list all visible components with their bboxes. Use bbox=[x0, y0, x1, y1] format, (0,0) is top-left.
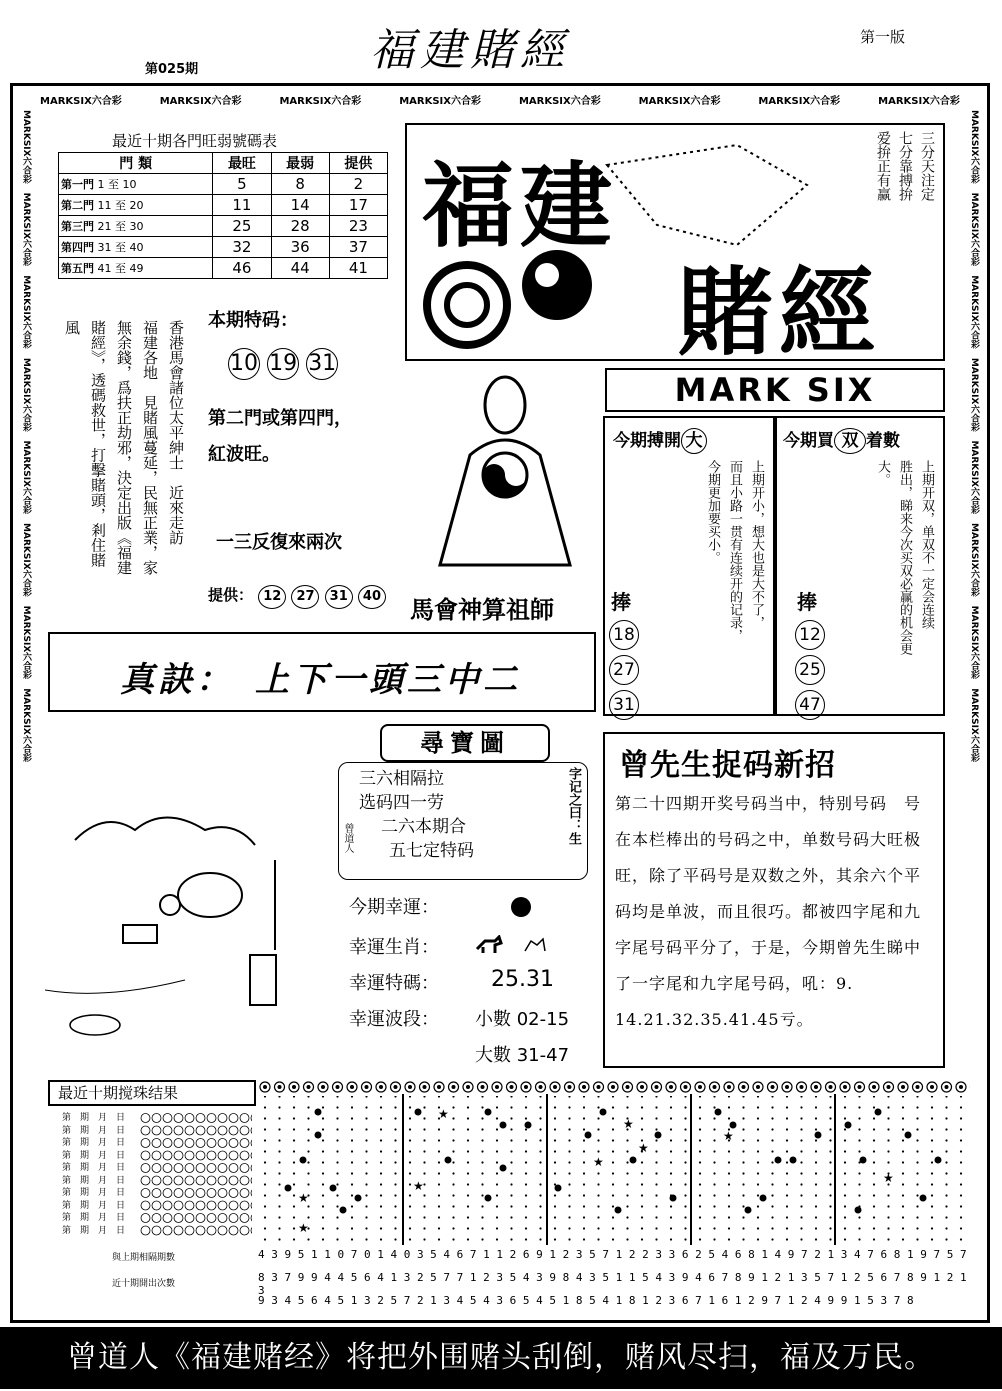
even-badge: 双 bbox=[834, 428, 866, 454]
page-title: 福建賭經 bbox=[370, 25, 570, 76]
pick-number: 18 bbox=[609, 620, 639, 650]
marksix-tag: MARKSIX六合彩 bbox=[969, 605, 979, 680]
treasure-line: 二六本期合 bbox=[381, 817, 466, 837]
table-row bbox=[59, 195, 388, 216]
provide-number: 27 bbox=[291, 585, 319, 609]
result-row: 第 期 月 日 bbox=[62, 1163, 126, 1173]
even-text-line: 胜出，睇来今次买双必赢的机会更 bbox=[897, 460, 912, 655]
marksix-tag: MARKSIX六合彩 bbox=[518, 96, 601, 107]
motto-line: 爱拚正有赢 bbox=[875, 131, 891, 201]
result-row: 第 期 月 日 bbox=[62, 1225, 126, 1236]
big-picks bbox=[609, 620, 639, 725]
provide-number: 31 bbox=[325, 585, 353, 609]
pick-number: 25 bbox=[795, 655, 825, 685]
marksix-tag: MARKSIX六合彩 bbox=[969, 440, 979, 515]
intro-column: 無余錢，爲扶正劫邪，決定出版《福建 bbox=[115, 320, 133, 575]
special-line4: 一三反復來兩次 bbox=[216, 532, 342, 553]
treasure-title: 尋寶圖 bbox=[380, 724, 550, 762]
banner-motto bbox=[873, 131, 937, 201]
stats-table-title: 最近十期各門旺弱號碼表 bbox=[112, 132, 278, 150]
marksix-tag: MARKSIX六合彩 bbox=[21, 275, 31, 349]
special-number: 31 bbox=[306, 348, 338, 380]
pick-number: 47 bbox=[795, 690, 825, 720]
marksix-tag: MARKSIX六合彩 bbox=[399, 96, 481, 107]
table-cell: 28 bbox=[271, 216, 329, 237]
marksix-tag: MARKSIX六合彩 bbox=[21, 605, 31, 680]
treasure-seal: 曾道人 bbox=[342, 823, 353, 853]
lucky-wave-small: 小數 02-15 bbox=[475, 1009, 570, 1030]
motto-box bbox=[48, 632, 596, 712]
special-number: 10 bbox=[228, 348, 260, 380]
lucky-ball-icon bbox=[511, 897, 531, 917]
special-line3: 紅波旺。 bbox=[208, 444, 280, 465]
intro-column: 福建各地 見賭風蔓延，民無正業，家 bbox=[141, 320, 159, 575]
special-number: 19 bbox=[267, 348, 299, 380]
intro-text bbox=[60, 320, 188, 600]
treasure-lines bbox=[359, 767, 474, 863]
grid-row-1: 4 3 9 5 1 1 0 7 0 1 4 0 3 5 4 6 7 1 1 2 6 9 1 2 3 5 7 1 2 2 3 3 6 2 5 4 6 8 1 4 9 7 2 1 3 4 7 6 8 1 9 7 5 7 bbox=[258, 1248, 967, 1261]
banner-title-2: 賭經 bbox=[677, 256, 881, 369]
pick-number: 27 bbox=[609, 655, 639, 685]
column-header: 最弱 bbox=[271, 153, 329, 174]
table-row bbox=[59, 174, 388, 195]
table-cell: 2 bbox=[329, 174, 387, 195]
stats-table bbox=[58, 152, 388, 279]
marksix-tag: MARKSIX六合彩 bbox=[21, 440, 31, 515]
marksix-tag: MARKSIX六合彩 bbox=[21, 357, 31, 432]
marksix-tag: MARKSIX六合彩 bbox=[21, 688, 31, 762]
group-cell: 第一門 1 至 10 bbox=[59, 174, 213, 195]
big-pick-label: 捧 bbox=[611, 590, 631, 614]
sage-illustration bbox=[410, 365, 600, 585]
treasure-scroll bbox=[338, 762, 588, 880]
table-row bbox=[59, 258, 388, 279]
even-title-text: 今期買 bbox=[783, 431, 834, 451]
marksix-tag: MARKSIX六合彩 bbox=[159, 96, 242, 107]
result-row: 第 期 月 日 bbox=[62, 1188, 126, 1198]
big-title bbox=[613, 426, 707, 454]
big-text-line: 今期更加要买小。 bbox=[705, 460, 720, 564]
horse-icon bbox=[475, 935, 555, 957]
big-box bbox=[603, 416, 775, 716]
result-row: 第 期 月 日 bbox=[62, 1125, 126, 1136]
table-cell: 14 bbox=[271, 195, 329, 216]
table-cell: 46 bbox=[213, 258, 271, 279]
banner-box bbox=[405, 123, 945, 369]
marksix-strip-top bbox=[40, 92, 960, 107]
even-suffix: 着數 bbox=[866, 431, 900, 451]
banner-title-1: 福建 bbox=[422, 152, 619, 260]
result-row: 第 期 月 日 bbox=[62, 1200, 126, 1211]
grid-row-3: 9 3 4 5 6 4 5 1 3 2 5 7 2 1 3 4 5 4 3 6 5 4 5 1 8 5 4 1 8 1 2 3 6 7 1 6 1 2 9 7 1 2 4 9 9 1 5 3 7 8 bbox=[258, 1294, 914, 1307]
svg-text:★: ★ bbox=[638, 1141, 649, 1155]
result-row: 第 期 月 日 bbox=[62, 1175, 126, 1186]
special-line2: 第二門或第四門， bbox=[208, 408, 352, 429]
intro-column: 香港馬會諸位太平紳士 近來走訪 bbox=[167, 320, 185, 545]
treasure-line: 选码四一劳 bbox=[359, 793, 444, 813]
turtle-illustration bbox=[45, 800, 330, 1070]
table-cell: 44 bbox=[271, 258, 329, 279]
special-numbers bbox=[228, 348, 340, 380]
motto-line: 七分靠搏拚 bbox=[897, 131, 913, 201]
svg-text:★: ★ bbox=[883, 1171, 894, 1185]
svg-text:★: ★ bbox=[298, 1221, 309, 1235]
tseng-body: 第二十四期开奖号码当中，特别号码 号在本栏棒出的号码之中，单数号码大旺极旺，除了平码号是双数之外，其余六个平码均是单波，而且很巧。都被四字尾和九字尾号码平分了，于是，今期曾先生睇中了一字尾和九字尾号码，吼：9. 14.21.32.35.41.45亏。 bbox=[615, 794, 922, 1029]
lucky-special-number: 25.31 bbox=[491, 967, 554, 992]
even-pick-label: 捧 bbox=[797, 590, 817, 614]
luck-label-4: 幸運波段： bbox=[349, 1009, 439, 1030]
provide-row bbox=[208, 584, 386, 609]
luck-box bbox=[335, 885, 605, 1085]
marksix-tag: MARKSIX六合彩 bbox=[21, 523, 31, 597]
table-cell: 17 bbox=[329, 195, 387, 216]
svg-text:★: ★ bbox=[438, 1107, 449, 1121]
lucky-wave-big: 大數 31-47 bbox=[475, 1045, 570, 1066]
group-cell: 第三門 21 至 30 bbox=[59, 216, 213, 237]
marksix-tag: MARKSIX六合彩 bbox=[40, 96, 122, 107]
issue-number: 第025期 bbox=[145, 62, 199, 77]
svg-text:★: ★ bbox=[298, 1191, 309, 1205]
result-row: 第 期 月 日 bbox=[62, 1138, 126, 1148]
table-cell: 32 bbox=[213, 237, 271, 258]
even-title bbox=[783, 426, 900, 454]
table-cell: 5 bbox=[213, 174, 271, 195]
even-picks bbox=[795, 620, 825, 725]
table-header-row bbox=[59, 153, 388, 174]
svg-text:★: ★ bbox=[593, 1155, 604, 1169]
svg-text:★: ★ bbox=[413, 1179, 424, 1193]
marksix-tag: MARKSIX六合彩 bbox=[638, 96, 721, 107]
table-row bbox=[59, 237, 388, 258]
even-text-line: 上期开双，单双不一定会连续 bbox=[919, 460, 934, 629]
treasure-line: 三六相隔拉 bbox=[359, 769, 444, 789]
provide-number: 12 bbox=[258, 585, 286, 609]
provide-number: 40 bbox=[358, 585, 386, 609]
marksix-tag: MARKSIX六合彩 bbox=[969, 275, 979, 349]
footer-banner: 曾道人《福建赌经》将把外围赌头刮倒，赌风尽扫，福及万民。 bbox=[0, 1327, 1002, 1389]
big-badge: 大 bbox=[681, 428, 707, 454]
provide-label: 提供： bbox=[208, 586, 254, 604]
big-text-line: 而且小路一贯有连续开的记录， bbox=[727, 460, 742, 642]
big-text-line: 上期开小，想大也是大不了， bbox=[749, 460, 764, 629]
special-title: 本期特码： bbox=[208, 310, 298, 331]
result-row: 第 期 月 日 bbox=[62, 1113, 126, 1123]
marksix-tag: MARKSIX六合彩 bbox=[21, 110, 31, 184]
table-cell: 23 bbox=[329, 216, 387, 237]
motto-line: 三分天注定 bbox=[919, 131, 935, 201]
edition-label: 第一版 bbox=[860, 28, 906, 46]
table-cell: 37 bbox=[329, 237, 387, 258]
result-row: 第 期 月 日 bbox=[62, 1213, 126, 1223]
group-cell: 第五門 41 至 49 bbox=[59, 258, 213, 279]
table-row bbox=[59, 216, 388, 237]
marksix-tag: MARKSIX六合彩 bbox=[969, 523, 979, 597]
marksix-tag: MARKSIX六合彩 bbox=[969, 192, 979, 267]
marksix-tag: MARKSIX六合彩 bbox=[969, 357, 979, 432]
result-row: 第 期 月 日 bbox=[62, 1150, 126, 1161]
tseng-box bbox=[603, 732, 945, 1068]
marksix-tag: MARKSIX六合彩 bbox=[758, 96, 841, 107]
intro-column: 賭經》，透碼救世，打擊賭頭，剎住賭 bbox=[89, 320, 107, 568]
table-cell: 25 bbox=[213, 216, 271, 237]
results-note-2: 近十期開出次數 bbox=[112, 1279, 176, 1289]
sage-caption: 馬會神算祖師 bbox=[410, 595, 554, 624]
even-text-line: 大。 bbox=[875, 460, 890, 486]
results-list bbox=[62, 1112, 125, 1237]
luck-label-3: 幸運特碼： bbox=[349, 973, 439, 994]
even-text bbox=[871, 460, 937, 710]
group-cell: 第四門 31 至 40 bbox=[59, 237, 213, 258]
marksix-tag: MARKSIX六合彩 bbox=[878, 96, 960, 107]
grid-row-2: 8 3 7 9 9 4 4 5 6 4 1 3 2 5 7 7 1 2 3 5 4 3 9 8 4 3 5 1 1 5 4 3 9 4 6 7 8 9 1 2 1 3 5 7 1 2 5 6 7 8 9 1 2 1 3 bbox=[258, 1271, 967, 1297]
results-note-1: 與上期相隔期數 bbox=[112, 1253, 176, 1263]
marksix-tag: MARKSIX六合彩 bbox=[969, 110, 979, 184]
table-cell: 11 bbox=[213, 195, 271, 216]
marksix-tag: MARKSIX六合彩 bbox=[969, 688, 979, 762]
svg-text:★: ★ bbox=[723, 1129, 734, 1143]
motto-text: 真訣： 上下一頭三中二 bbox=[120, 660, 521, 700]
tseng-title: 曾先生捉码新招 bbox=[619, 748, 836, 783]
luck-label-1: 今期幸運： bbox=[349, 897, 439, 918]
pick-number: 12 bbox=[795, 620, 825, 650]
results-dot-grid bbox=[258, 1080, 970, 1245]
luck-label-2: 幸運生肖： bbox=[349, 937, 439, 958]
table-cell: 41 bbox=[329, 258, 387, 279]
marksix-tag: MARKSIX六合彩 bbox=[279, 96, 362, 107]
treasure-note: 字记之曰：生 bbox=[566, 767, 581, 845]
svg-text:★: ★ bbox=[623, 1117, 634, 1131]
results-circles bbox=[140, 1112, 252, 1237]
pick-number: 31 bbox=[609, 690, 639, 720]
marksix-tag: MARKSIX六合彩 bbox=[21, 192, 31, 267]
mark-six-logo: MARK SIX bbox=[605, 368, 945, 412]
treasure-line: 五七定特码 bbox=[389, 841, 474, 861]
big-title-text: 今期搏開 bbox=[613, 431, 681, 451]
table-cell: 36 bbox=[271, 237, 329, 258]
results-title: 最近十期搅珠结果 bbox=[48, 1080, 256, 1106]
column-header: 門 類 bbox=[59, 153, 213, 174]
group-cell: 第二門 11 至 20 bbox=[59, 195, 213, 216]
column-header: 最旺 bbox=[213, 153, 271, 174]
column-header: 提供 bbox=[329, 153, 387, 174]
big-text bbox=[701, 460, 767, 670]
intro-column: 風 bbox=[63, 320, 81, 335]
even-box bbox=[775, 416, 945, 716]
table-cell: 8 bbox=[271, 174, 329, 195]
marksix-strip-left bbox=[16, 110, 36, 1320]
